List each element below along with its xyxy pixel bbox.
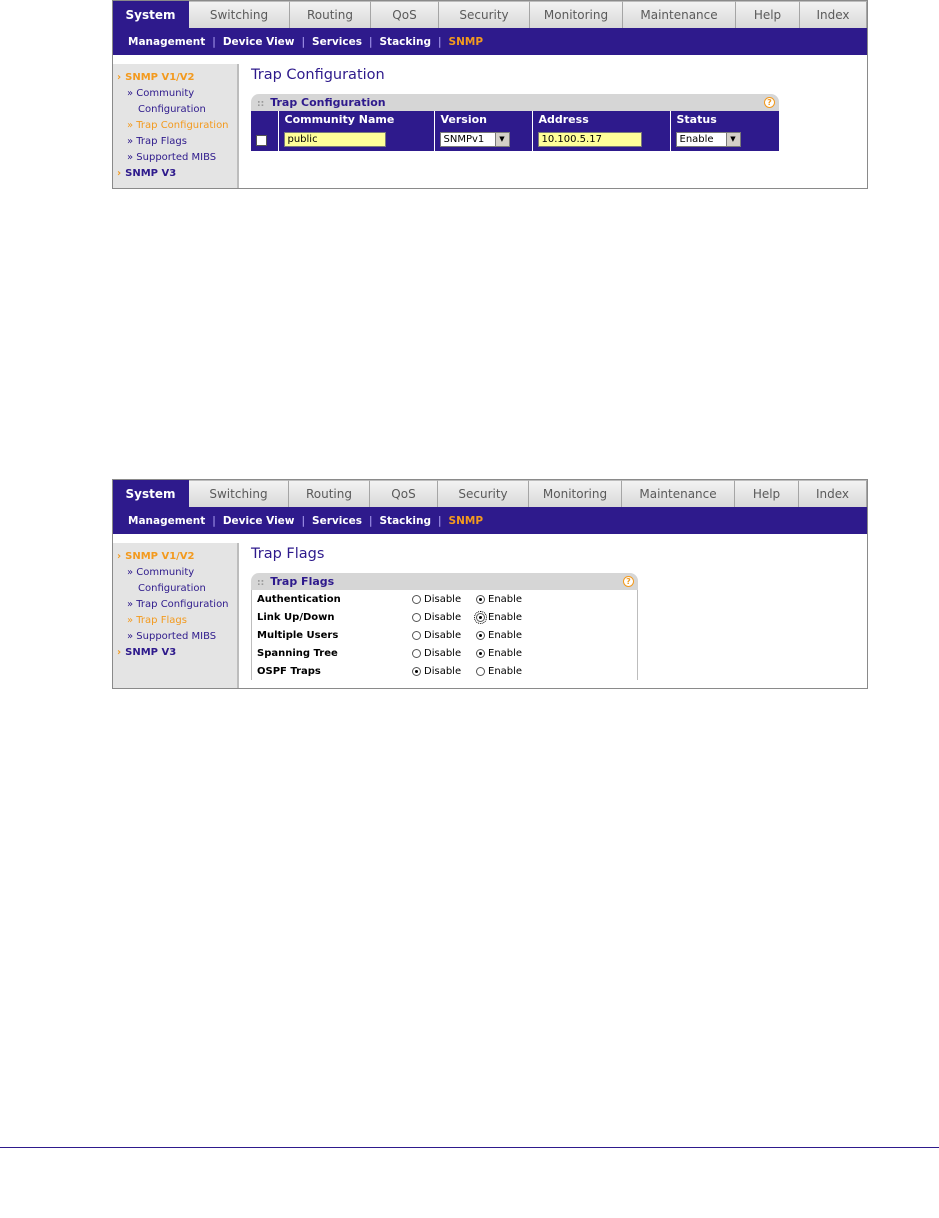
drag-handle-icon: :: xyxy=(257,99,265,109)
sidebar-item-trap-flags[interactable]: » Trap Flags xyxy=(127,615,187,626)
trap-flag-label: OSPF Traps xyxy=(257,665,321,677)
trap-configuration-panel xyxy=(251,94,779,151)
radio-option-label: Enable xyxy=(488,611,523,623)
main-tabs xyxy=(113,480,867,507)
sidebar-group-snmp-v1-v2[interactable] xyxy=(113,549,237,565)
subnav-separator: | xyxy=(212,514,216,527)
drag-handle-icon: :: xyxy=(257,578,265,588)
subnav-device-view[interactable]: Device View xyxy=(222,514,295,527)
sidebar-group-label: SNMP V3 xyxy=(125,647,177,658)
tab-switching[interactable]: Switching xyxy=(189,480,289,507)
tab-routing[interactable]: Routing xyxy=(290,1,371,28)
version-select[interactable] xyxy=(440,132,510,147)
radio-enable-button[interactable] xyxy=(476,631,485,640)
subnav-separator: | xyxy=(301,514,306,527)
tab-routing[interactable]: Routing xyxy=(289,480,370,507)
trap-flag-label: Authentication xyxy=(257,593,341,605)
tab-maintenance[interactable]: Maintenance xyxy=(622,480,735,507)
footer-divider xyxy=(0,1147,939,1148)
help-icon[interactable]: ? xyxy=(623,576,634,587)
radio-enable-button[interactable] xyxy=(476,667,485,676)
chevron-down-icon: › xyxy=(117,551,122,562)
tab-system[interactable]: System xyxy=(113,480,189,507)
main-content xyxy=(251,67,857,151)
sidebar xyxy=(113,64,239,188)
sidebar-item-supported-mibs[interactable]: » Supported MIBS xyxy=(127,631,217,642)
trap-flag-row xyxy=(252,608,637,626)
subnav-services[interactable]: Services xyxy=(312,35,362,48)
radio-enable-button[interactable] xyxy=(476,649,485,658)
radio-disable-button[interactable] xyxy=(412,595,421,604)
subnav-stacking[interactable]: Stacking xyxy=(379,514,431,527)
tab-qos[interactable]: QoS xyxy=(370,480,438,507)
trap-flags-panel xyxy=(251,573,638,680)
sidebar-group-label: SNMP V1/V2 xyxy=(125,72,195,83)
tab-switching[interactable]: Switching xyxy=(189,1,290,28)
sidebar-item-community-configuration-cont[interactable]: Configuration xyxy=(138,583,206,594)
tab-monitoring[interactable]: Monitoring xyxy=(529,480,622,507)
page-title: Trap Configuration xyxy=(251,67,385,83)
sidebar-item-trap-flags[interactable]: » Trap Flags xyxy=(127,136,187,147)
subnav-separator: | xyxy=(368,35,373,48)
tab-index[interactable]: Index xyxy=(800,1,867,28)
tab-help[interactable]: Help xyxy=(735,480,799,507)
radio-option-label: Disable xyxy=(424,665,462,677)
main-content xyxy=(251,546,857,680)
subnav-separator: | xyxy=(437,514,442,527)
tab-security[interactable]: Security xyxy=(438,480,529,507)
sidebar-group-label: SNMP V1/V2 xyxy=(125,551,195,562)
panel-header xyxy=(251,94,779,111)
version-value: SNMPv1 xyxy=(443,134,485,145)
radio-option-disable[interactable] xyxy=(412,612,476,623)
sub-navigation xyxy=(113,507,867,534)
tab-monitoring[interactable]: Monitoring xyxy=(530,1,623,28)
subnav-separator: | xyxy=(368,514,373,527)
panel-title: Trap Configuration xyxy=(270,96,386,109)
radio-disable-button[interactable] xyxy=(412,613,421,622)
subnav-services[interactable]: Services xyxy=(312,514,362,527)
column-header-address: Address xyxy=(532,111,670,128)
radio-option-enable[interactable] xyxy=(476,630,540,641)
radio-option-label: Disable xyxy=(424,611,462,623)
subnav-separator: | xyxy=(301,35,306,48)
table-row xyxy=(251,128,779,151)
panel-header xyxy=(251,573,638,590)
trap-flag-label: Multiple Users xyxy=(257,629,339,641)
chevron-right-icon: › xyxy=(117,647,122,658)
trap-configuration-screenshot xyxy=(112,0,868,189)
radio-option-label: Enable xyxy=(488,647,523,659)
sidebar-group-snmp-v3[interactable] xyxy=(113,645,237,661)
subnav-device-view[interactable]: Device View xyxy=(222,35,295,48)
radio-option-enable[interactable] xyxy=(476,648,540,659)
radio-option-label: Disable xyxy=(424,593,462,605)
sidebar-group-snmp-v3[interactable] xyxy=(113,166,237,182)
trap-flag-label: Spanning Tree xyxy=(257,647,338,659)
sidebar-item-community-configuration[interactable]: » Community xyxy=(127,567,195,578)
trap-configuration-table xyxy=(251,111,779,151)
chevron-down-icon: › xyxy=(117,72,122,83)
select-cell xyxy=(251,128,278,151)
dropdown-arrow-icon: ▼ xyxy=(726,133,740,146)
help-icon[interactable]: ? xyxy=(764,97,775,108)
subnav-snmp[interactable]: SNMP xyxy=(448,514,484,527)
sidebar xyxy=(113,543,239,688)
subnav-management[interactable]: Management xyxy=(128,514,206,527)
select-column-header xyxy=(251,111,278,128)
radio-option-label: Enable xyxy=(488,665,523,677)
radio-disable-button[interactable] xyxy=(412,667,421,676)
sidebar-group-snmp-v1-v2[interactable] xyxy=(113,70,237,86)
subnav-separator: | xyxy=(212,35,216,48)
sidebar-group-label: SNMP V3 xyxy=(125,168,177,179)
chevron-right-icon: › xyxy=(117,168,122,179)
sidebar-item-community-configuration-cont[interactable]: Configuration xyxy=(138,104,206,115)
page-title: Trap Flags xyxy=(251,546,325,562)
table-header-row xyxy=(251,111,779,128)
community-name-cell xyxy=(278,128,434,151)
radio-option-disable[interactable] xyxy=(412,648,476,659)
radio-option-disable[interactable] xyxy=(412,594,476,605)
sidebar-item-trap-configuration[interactable]: » Trap Configuration xyxy=(127,120,229,131)
column-header-version: Version xyxy=(434,111,532,128)
tab-system[interactable]: System xyxy=(113,1,189,28)
radio-option-label: Enable xyxy=(488,593,523,605)
radio-option-enable[interactable] xyxy=(476,666,540,677)
radio-option-enable[interactable] xyxy=(476,594,540,605)
subnav-stacking[interactable]: Stacking xyxy=(379,35,431,48)
panel-title: Trap Flags xyxy=(270,575,335,588)
trap-flag-label: Link Up/Down xyxy=(257,611,335,623)
trap-flags-list xyxy=(251,590,638,680)
address-cell xyxy=(532,128,670,151)
tab-help[interactable]: Help xyxy=(736,1,800,28)
community-name-input[interactable]: public xyxy=(284,132,386,147)
radio-enable-button[interactable] xyxy=(476,613,485,622)
subnav-snmp[interactable]: SNMP xyxy=(448,35,484,48)
radio-option-label: Enable xyxy=(488,629,523,641)
status-select[interactable] xyxy=(676,132,741,147)
radio-option-disable[interactable] xyxy=(412,666,476,677)
radio-option-enable[interactable] xyxy=(476,612,540,623)
sidebar-item-supported-mibs[interactable]: » Supported MIBS xyxy=(127,152,217,163)
column-header-community-name: Community Name xyxy=(278,111,434,128)
radio-disable-button[interactable] xyxy=(412,631,421,640)
address-input[interactable]: 10.100.5.17 xyxy=(538,132,642,147)
subnav-management[interactable]: Management xyxy=(128,35,206,48)
sub-navigation xyxy=(113,28,867,55)
radio-enable-button[interactable] xyxy=(476,595,485,604)
version-cell xyxy=(434,128,532,151)
radio-disable-button[interactable] xyxy=(412,649,421,658)
dropdown-arrow-icon: ▼ xyxy=(495,133,509,146)
sidebar-item-community-configuration[interactable]: » Community xyxy=(127,88,195,99)
status-value: Enable xyxy=(679,134,714,145)
tab-qos[interactable]: QoS xyxy=(371,1,439,28)
sidebar-item-trap-configuration[interactable]: » Trap Configuration xyxy=(127,599,229,610)
trap-flag-row xyxy=(252,644,637,662)
main-tabs xyxy=(113,1,867,28)
trap-flag-row xyxy=(252,590,637,608)
column-header-status: Status xyxy=(670,111,779,128)
radio-option-disable[interactable] xyxy=(412,630,476,641)
tab-maintenance[interactable]: Maintenance xyxy=(623,1,736,28)
trap-flag-row xyxy=(252,662,637,680)
radio-option-label: Disable xyxy=(424,647,462,659)
trap-flag-row xyxy=(252,626,637,644)
row-select-checkbox[interactable] xyxy=(256,135,267,146)
tab-security[interactable]: Security xyxy=(439,1,530,28)
subnav-separator: | xyxy=(437,35,442,48)
status-cell xyxy=(670,128,779,151)
trap-flags-screenshot xyxy=(112,479,868,689)
radio-option-label: Disable xyxy=(424,629,462,641)
tab-index[interactable]: Index xyxy=(799,480,867,507)
